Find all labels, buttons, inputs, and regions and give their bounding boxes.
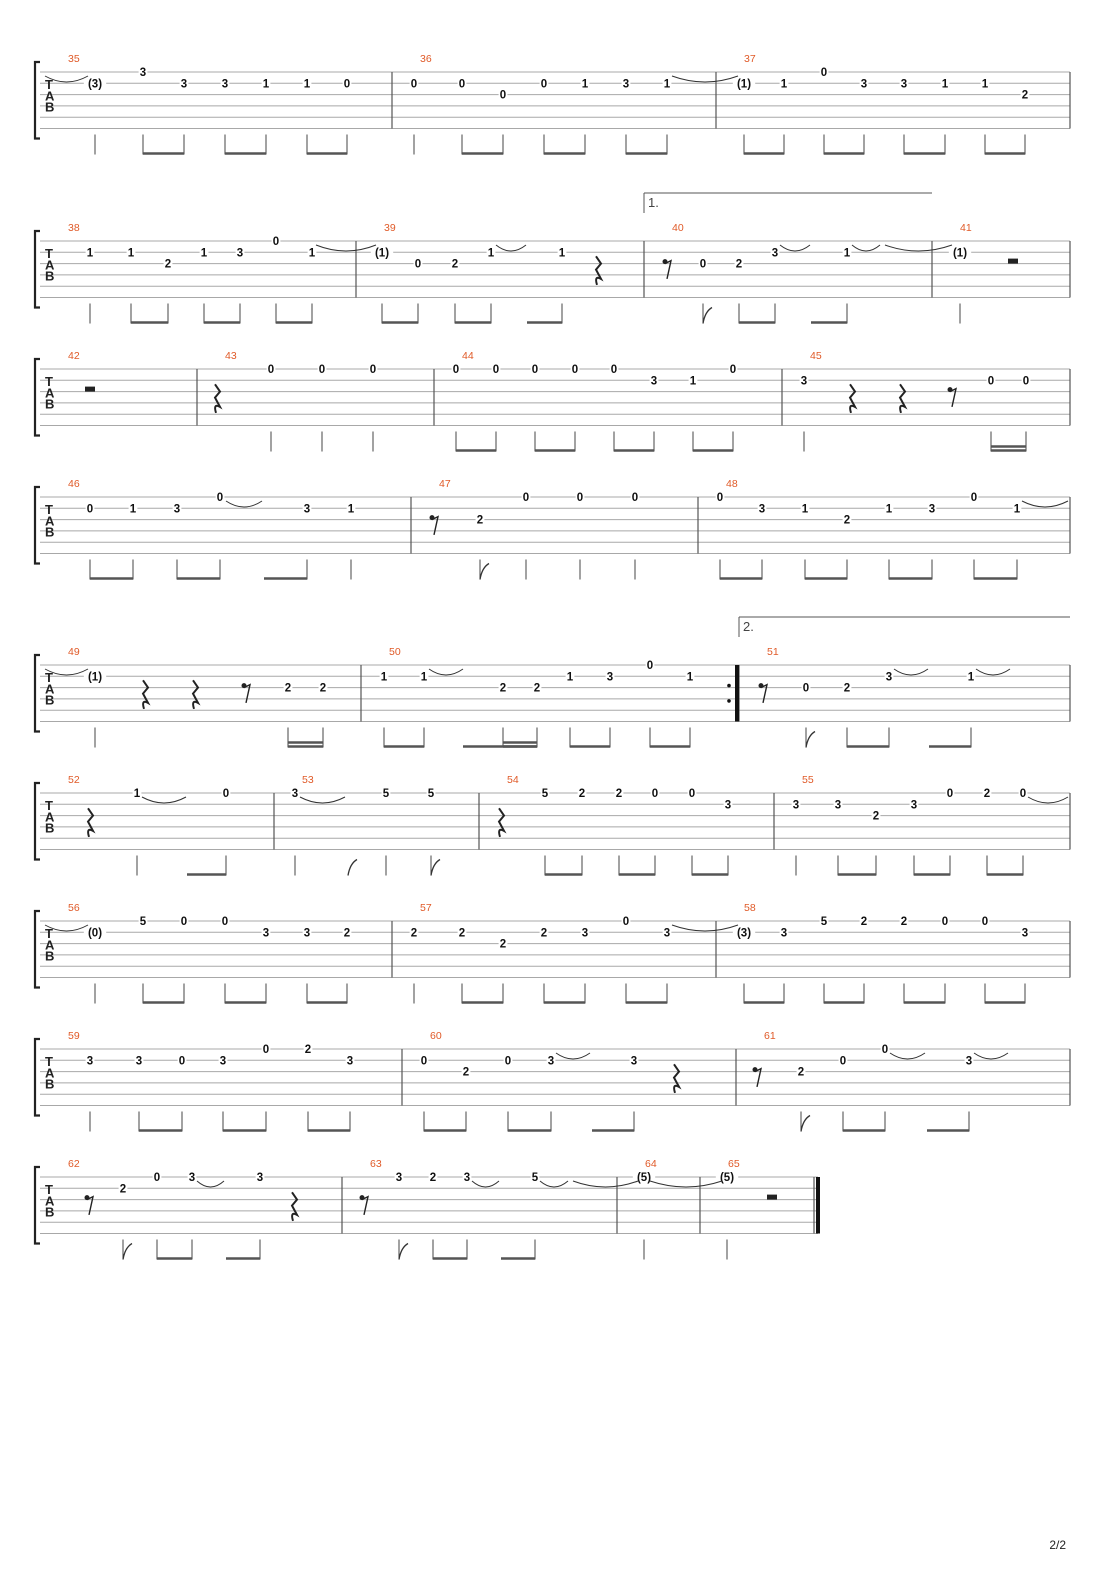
fret-number: 3: [860, 78, 868, 91]
tab-clef-letter: T: [45, 246, 53, 261]
measure-number: 54: [507, 774, 519, 786]
fret-number: 0: [941, 916, 949, 928]
fret-number: 2: [797, 1066, 805, 1079]
tab-clef-letter: A: [45, 1065, 55, 1081]
fret-number: 2: [410, 927, 418, 940]
fret-number: 3: [928, 503, 936, 516]
fret-number: 0: [716, 492, 724, 504]
tab-clef-letter: A: [45, 385, 55, 401]
measure-number: 55: [802, 774, 814, 786]
tab-clef-letter: B: [45, 524, 55, 540]
fret-number: 0: [522, 492, 530, 504]
tab-clef-letter: B: [45, 820, 55, 836]
fret-number: (1): [374, 247, 390, 260]
fret-number: (3): [736, 927, 752, 940]
tie-arc: [976, 669, 1010, 675]
system-bracket: [35, 487, 40, 564]
system-bracket: [35, 655, 40, 732]
tab-clef-letter: T: [45, 77, 53, 92]
note-flag: [123, 1244, 132, 1260]
fret-number: 3: [663, 927, 671, 940]
fret-number: 3: [771, 247, 779, 260]
measure-number: 65: [728, 1158, 740, 1170]
tab-clef-letter: B: [45, 396, 55, 412]
fret-number: 3: [236, 247, 244, 260]
fret-number: 3: [581, 927, 589, 940]
measure-number: 37: [744, 53, 756, 65]
note-flag: [801, 1116, 810, 1132]
fret-number: 0: [318, 364, 326, 376]
fret-number: 3: [630, 1055, 638, 1068]
tab-clef-letter: T: [45, 1054, 53, 1069]
measure-number: 52: [68, 774, 80, 786]
fret-number: 2: [615, 788, 623, 800]
volta-label: 2.: [743, 619, 754, 634]
fret-number: 3: [885, 671, 893, 684]
fret-number: 0: [540, 78, 548, 91]
system-bracket: [35, 359, 40, 436]
fret-number: (5): [719, 1172, 735, 1184]
fret-number: 3: [463, 1172, 471, 1184]
tie-arc: [429, 669, 463, 675]
fret-number: 2: [843, 682, 851, 695]
fret-number: 1: [420, 671, 428, 684]
fret-number: 3: [262, 927, 270, 940]
fret-number: 0: [499, 89, 507, 102]
fret-number: 2: [860, 916, 868, 928]
fret-number: 0: [651, 788, 659, 800]
fret-number: 0: [631, 492, 639, 504]
system-bracket: [35, 783, 40, 860]
fret-number: 0: [180, 916, 188, 928]
tie-arc: [852, 245, 880, 251]
fret-number: 2: [1021, 89, 1029, 102]
tie-arc: [472, 1181, 499, 1187]
fret-number: 0: [262, 1044, 270, 1056]
tab-clef-letter: A: [45, 88, 55, 104]
fret-number: 0: [492, 364, 500, 376]
fret-number: (1): [736, 78, 752, 91]
fret-number: 2: [533, 682, 541, 695]
measure-number: 58: [744, 902, 756, 914]
fret-number: 3: [606, 671, 614, 684]
fret-number: 5: [427, 788, 435, 800]
fret-number: 1: [308, 247, 316, 260]
fret-number: 1: [558, 247, 566, 260]
fret-number: 2: [499, 938, 507, 951]
fret-number: 2: [843, 514, 851, 527]
fret-number: 2: [429, 1172, 437, 1184]
tie-arc: [496, 245, 526, 251]
fret-number: 3: [834, 799, 842, 812]
fret-number: 2: [983, 788, 991, 800]
fret-number: 5: [531, 1172, 539, 1184]
note-flag: [431, 860, 440, 876]
tab-system: [35, 1158, 820, 1260]
fret-number: 2: [499, 682, 507, 695]
tab-system: [35, 478, 1070, 580]
fret-number: 2: [451, 258, 459, 271]
tab-system: [35, 53, 1070, 155]
fret-number: 1: [380, 671, 388, 684]
fret-number: 3: [346, 1055, 354, 1068]
note-flag: [806, 732, 815, 748]
measure-number: 53: [302, 774, 314, 786]
fret-number: 0: [531, 364, 539, 376]
measure-number: 51: [767, 646, 779, 658]
measure-number: 35: [68, 53, 80, 65]
fret-number: (3): [87, 78, 103, 91]
tie-arc: [1022, 501, 1068, 507]
fret-number: 3: [221, 78, 229, 91]
fret-number: 2: [462, 1066, 470, 1079]
volta-label: 1.: [648, 195, 659, 210]
fret-number: 2: [284, 682, 292, 695]
fret-number: 0: [216, 492, 224, 504]
quarter-rest: [215, 384, 220, 413]
tab-clef-letter: A: [45, 809, 55, 825]
quarter-rest: [674, 1064, 679, 1093]
half-rest: [1008, 259, 1018, 264]
fret-number: 1: [129, 503, 137, 516]
fret-number: 2: [540, 927, 548, 940]
measure-number: 57: [420, 902, 432, 914]
tab-clef-letter: B: [45, 1204, 55, 1220]
fret-number: 0: [153, 1172, 161, 1184]
fret-number: 0: [576, 492, 584, 504]
quarter-rest: [88, 808, 93, 837]
fret-number: 1: [1013, 503, 1021, 516]
fret-number: 0: [622, 916, 630, 928]
fret-number: 0: [369, 364, 377, 376]
tie-arc: [885, 245, 952, 251]
fret-number: 5: [820, 916, 828, 928]
fret-number: 5: [382, 788, 390, 800]
fret-number: 3: [780, 927, 788, 940]
fret-number: 5: [541, 788, 549, 800]
fret-number: 0: [729, 364, 737, 376]
tie-arc: [672, 76, 738, 82]
measure-number: 43: [225, 350, 237, 362]
fret-number: 3: [758, 503, 766, 516]
fret-number: 0: [610, 364, 618, 376]
repeat-dot: [727, 699, 731, 703]
fret-number: (1): [952, 247, 968, 260]
tab-clef-letter: A: [45, 937, 55, 953]
fret-number: 1: [581, 78, 589, 91]
fret-number: 1: [967, 671, 975, 684]
tie-arc: [573, 1181, 638, 1187]
fret-number: 2: [164, 258, 172, 271]
fret-number: 1: [347, 503, 355, 516]
repeat-bar: [735, 665, 739, 722]
fret-number: 0: [504, 1055, 512, 1068]
tab-clef-letter: T: [45, 374, 53, 389]
fret-number: 3: [910, 799, 918, 812]
fret-number: 1: [780, 78, 788, 91]
fret-number: 0: [221, 916, 229, 928]
measure-number: 42: [68, 350, 80, 362]
fret-number: (5): [636, 1172, 652, 1184]
measure-number: 48: [726, 478, 738, 490]
fret-number: 0: [1022, 375, 1030, 388]
fret-number: 5: [139, 916, 147, 928]
tab-clef-letter: T: [45, 1182, 53, 1197]
fret-number: 3: [139, 67, 147, 79]
fret-number: 1: [843, 247, 851, 260]
tab-system: [35, 774, 1070, 876]
measure-number: 59: [68, 1030, 80, 1042]
fret-number: 0: [452, 364, 460, 376]
fret-number: 0: [571, 364, 579, 376]
fret-number: 0: [222, 788, 230, 800]
fret-number: 0: [981, 916, 989, 928]
quarter-rest: [850, 384, 855, 413]
fret-number: 3: [900, 78, 908, 91]
fret-number: (1): [87, 671, 103, 684]
measure-number: 50: [389, 646, 401, 658]
tie-arc: [1028, 797, 1068, 803]
tie-arc: [540, 1181, 568, 1187]
fret-number: 3: [650, 375, 658, 388]
tab-clef-letter: B: [45, 268, 55, 284]
fret-number: 2: [578, 788, 586, 800]
repeat-dot: [727, 684, 731, 688]
tie-arc: [300, 797, 345, 803]
system-bracket: [35, 1039, 40, 1116]
tie-arc: [556, 1053, 590, 1059]
fret-number: 1: [86, 247, 94, 260]
fret-number: 3: [291, 788, 299, 800]
fret-number: 3: [256, 1172, 264, 1184]
half-rest: [767, 1195, 777, 1200]
system-bracket: [35, 1167, 40, 1244]
fret-number: 0: [458, 78, 466, 91]
page-number: 2/2: [1049, 1538, 1066, 1552]
tie-arc: [780, 245, 810, 251]
quarter-rest: [900, 384, 905, 413]
tie-arc: [890, 1053, 925, 1059]
fret-number: 3: [219, 1055, 227, 1068]
quarter-rest: [499, 808, 504, 837]
fret-number: 3: [965, 1055, 973, 1068]
note-flag: [480, 564, 489, 580]
measure-number: 47: [439, 478, 451, 490]
fret-number: 2: [900, 916, 908, 928]
fret-number: 0: [178, 1055, 186, 1068]
fret-number: 0: [343, 78, 351, 91]
fret-number: 1: [566, 671, 574, 684]
tab-clef-letter: T: [45, 502, 53, 517]
fret-number: 1: [686, 671, 694, 684]
fret-number: 0: [987, 375, 995, 388]
fret-number: 3: [724, 799, 732, 812]
fret-number: 3: [188, 1172, 196, 1184]
quarter-rest: [596, 256, 601, 285]
tie-arc: [672, 925, 738, 931]
measure-number: 56: [68, 902, 80, 914]
tab-system: [35, 350, 1070, 452]
fret-number: 1: [663, 78, 671, 91]
fret-number: 1: [303, 78, 311, 91]
quarter-rest: [193, 680, 198, 709]
fret-number: 1: [133, 788, 141, 800]
fret-number: 0: [414, 258, 422, 271]
fret-number: 3: [303, 927, 311, 940]
fret-number: 2: [119, 1183, 127, 1196]
fret-number: 3: [547, 1055, 555, 1068]
fret-number: 0: [420, 1055, 428, 1068]
measure-number: 38: [68, 222, 80, 234]
tab-system: [35, 193, 1070, 324]
tab-clef-letter: B: [45, 948, 55, 964]
tab-clef-letter: B: [45, 692, 55, 708]
fret-number: 1: [885, 503, 893, 516]
fret-number: 2: [343, 927, 351, 940]
system-bracket: [35, 911, 40, 988]
measure-number: 39: [384, 222, 396, 234]
fret-number: 0: [839, 1055, 847, 1068]
measure-number: 63: [370, 1158, 382, 1170]
measure-number: 41: [960, 222, 972, 234]
fret-number: (0): [87, 927, 103, 940]
tab-system: [35, 617, 1070, 748]
fret-number: 0: [970, 492, 978, 504]
measure-number: 62: [68, 1158, 80, 1170]
quarter-rest: [143, 680, 148, 709]
fret-number: 2: [319, 682, 327, 695]
note-flag: [348, 860, 357, 876]
tab-system: [35, 1030, 1070, 1132]
fret-number: 3: [173, 503, 181, 516]
fret-number: 0: [272, 236, 280, 248]
fret-number: 1: [689, 375, 697, 388]
system-bracket: [35, 62, 40, 139]
tie-arc: [226, 501, 262, 507]
measure-number: 64: [645, 1158, 657, 1170]
system-bracket: [35, 231, 40, 308]
tab-clef-letter: A: [45, 257, 55, 273]
tab-clef-letter: T: [45, 798, 53, 813]
fret-number: 1: [981, 78, 989, 91]
tab-clef-letter: T: [45, 670, 53, 685]
fret-number: 0: [802, 682, 810, 695]
fret-number: 1: [801, 503, 809, 516]
fret-number: 0: [1019, 788, 1027, 800]
tie-arc: [974, 1053, 1008, 1059]
fret-number: 0: [946, 788, 954, 800]
measure-number: 61: [764, 1030, 776, 1042]
fret-number: 2: [872, 810, 880, 823]
fret-number: 1: [127, 247, 135, 260]
tab-clef-letter: T: [45, 926, 53, 941]
tie-arc: [316, 245, 376, 251]
fret-number: 3: [1021, 927, 1029, 940]
fret-number: 1: [200, 247, 208, 260]
tab-clef-letter: B: [45, 1076, 55, 1092]
fret-number: 0: [267, 364, 275, 376]
quarter-rest: [292, 1192, 297, 1221]
fret-number: 3: [622, 78, 630, 91]
measure-number: 60: [430, 1030, 442, 1042]
half-rest: [85, 387, 95, 392]
note-flag: [399, 1244, 408, 1260]
fret-number: 3: [792, 799, 800, 812]
fret-number: 2: [735, 258, 743, 271]
tab-clef-letter: B: [45, 99, 55, 115]
tie-arc: [894, 669, 928, 675]
tie-arc: [197, 1181, 224, 1187]
fret-number: 0: [881, 1044, 889, 1056]
final-bar: [816, 1177, 820, 1234]
fret-number: 1: [941, 78, 949, 91]
fret-number: 3: [135, 1055, 143, 1068]
tie-arc: [650, 1181, 722, 1187]
fret-number: 3: [86, 1055, 94, 1068]
fret-number: 1: [487, 247, 495, 260]
measure-number: 40: [672, 222, 684, 234]
fret-number: 3: [800, 375, 808, 388]
fret-number: 0: [688, 788, 696, 800]
tie-arc: [142, 797, 186, 803]
fret-number: 3: [395, 1172, 403, 1184]
fret-number: 1: [262, 78, 270, 91]
fret-number: 2: [476, 514, 484, 527]
tab-system: [35, 902, 1070, 1004]
fret-number: 0: [646, 660, 654, 672]
fret-number: 0: [820, 67, 828, 79]
fret-number: 3: [180, 78, 188, 91]
fret-number: 0: [410, 78, 418, 91]
fret-number: 2: [304, 1044, 312, 1056]
tab-clef-letter: A: [45, 513, 55, 529]
fret-number: 0: [86, 503, 94, 516]
fret-number: 2: [458, 927, 466, 940]
measure-number: 46: [68, 478, 80, 490]
note-flag: [703, 308, 712, 324]
tab-clef-letter: A: [45, 681, 55, 697]
measure-number: 49: [68, 646, 80, 658]
tab-clef-letter: A: [45, 1193, 55, 1209]
fret-number: 0: [699, 258, 707, 271]
measure-number: 45: [810, 350, 822, 362]
measure-number: 44: [462, 350, 474, 362]
measure-number: 36: [420, 53, 432, 65]
fret-number: 3: [303, 503, 311, 516]
